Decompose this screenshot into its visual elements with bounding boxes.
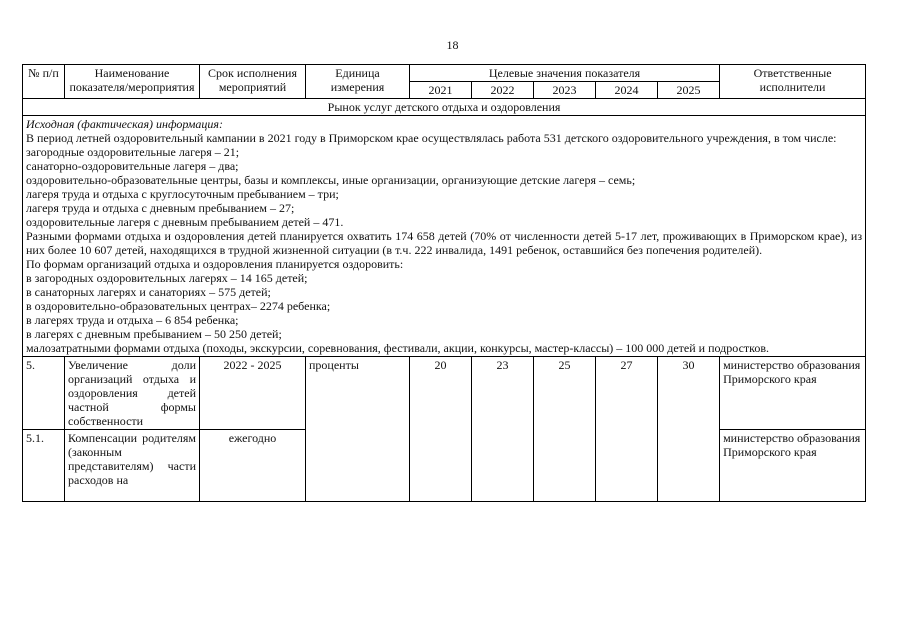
info-paragraph: в лагерях с дневным пребыванием – 50 250 детей; [26,327,282,341]
header-responsible: Ответственные исполнители [720,65,866,99]
header-year: 2024 [596,82,658,99]
info-paragraph: оздоровительно-образовательные центры, базы и комплексы, иные организации, организующие детские лагеря – семь; [26,173,636,187]
header-target: Целевые значения показателя [410,65,720,82]
row-name: Компенсации родителям (законным представителям) части расходов на [65,430,200,502]
row-num: 5.1. [23,430,65,502]
row-responsible: министерство образования Приморского края [720,430,866,502]
header-name: Наименование показателя/мероприятия [65,65,200,99]
header-year: 2021 [410,82,472,99]
info-paragraph: загородные оздоровительные лагеря – 21; [26,145,240,159]
header-term: Срок исполнения мероприятий [200,65,306,99]
row-term: 2022 - 2025 [200,357,306,430]
info-paragraph: лагеря труда и отдыха с дневным пребыванием – 27; [26,201,295,215]
info-paragraph: лагеря труда и отдыха с круглосуточным пребыванием – три; [26,187,339,201]
header-year: 2022 [472,82,534,99]
info-block [23,116,866,357]
row-name: Увеличение доли организаций отдыха и оздоровления детей частной формы собственности [65,357,200,430]
row-value: 20 [410,357,472,502]
row-responsible: министерство образования Приморского края [720,357,866,430]
info-paragraph: в лагерях труда и отдыха – 6 854 ребенка; [26,313,239,327]
row-value: 23 [472,357,534,502]
info-paragraph: оздоровительные лагеря с дневным пребыванием детей – 471. [26,215,344,229]
row-value: 25 [534,357,596,502]
info-paragraph: Разными формами отдыха и оздоровления детей планируется охватить 174 658 детей (70% от численности детей 5-17 лет, проживающих в Приморском крае), из них более 10 607 детей, находящихся в трудной жизненной ситуации (в т.ч. 222 инвалида, 1491 ребенок, оставшийся без попечения родителей). [26,229,863,257]
indicators-table [22,64,866,502]
info-paragraph: санаторно-оздоровительные лагеря – два; [26,159,239,173]
section-title: Рынок услуг детского отдыха и оздоровления [23,99,866,116]
info-paragraph: в оздоровительно-образовательных центрах– 2274 ребенка; [26,299,331,313]
page-number: 18 [446,38,459,52]
info-paragraph: По формам организаций отдыха и оздоровления планируется оздоровить: [26,257,404,271]
row-term: ежегодно [200,430,306,502]
info-paragraph: в санаторных лагерях и санаториях – 575 детей; [26,285,271,299]
header-year: 2023 [534,82,596,99]
row-value: 27 [596,357,658,502]
row-unit: проценты [306,357,410,502]
info-paragraph: малозатратными формами отдыха (походы, экскурсии, соревнования, фестивали, акции, конкурсы, мастер-классы) – 100 000 детей и подростков. [26,341,770,355]
info-intro: Исходная (фактическая) информация: [26,117,223,131]
info-paragraph: В период летней оздоровительный кампании в 2021 году в Приморском крае осуществлялась работа 531 детского оздоровительного учреждения, в том числе: [26,131,837,145]
row-num: 5. [23,357,65,430]
table-row [23,357,866,430]
header-year: 2025 [658,82,720,99]
row-value: 30 [658,357,720,502]
header-unit: Единица измерения [306,65,410,99]
header-num: № п/п [23,65,65,99]
info-paragraph: в загородных оздоровительных лагерях – 14 165 детей; [26,271,308,285]
